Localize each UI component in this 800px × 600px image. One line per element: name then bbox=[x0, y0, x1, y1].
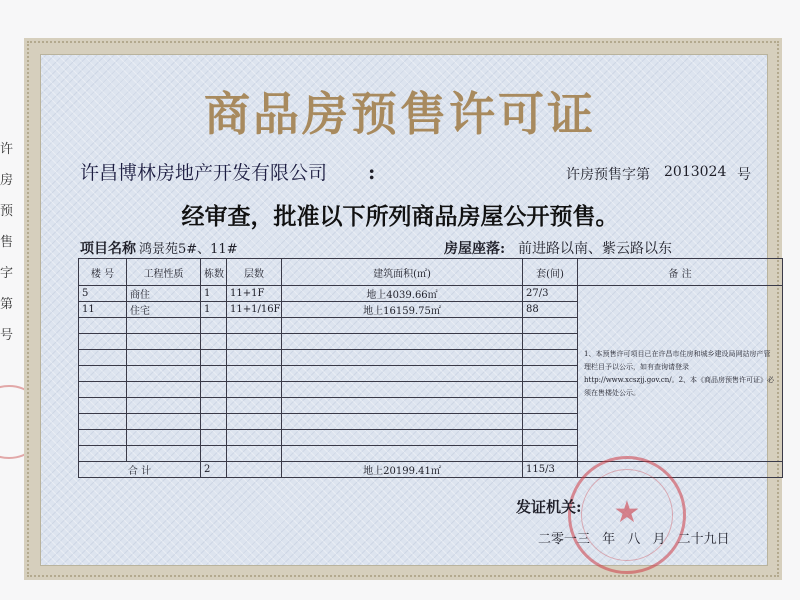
project-label: 项目名称 bbox=[80, 241, 136, 257]
empty-cell bbox=[282, 334, 523, 350]
cell-nature: 商住 bbox=[127, 286, 201, 302]
empty-cell bbox=[523, 430, 578, 446]
empty-cell bbox=[227, 382, 282, 398]
date-day: 二十九日 bbox=[677, 532, 730, 547]
header-area: 建筑面积(㎡) bbox=[282, 259, 523, 286]
empty-cell bbox=[523, 334, 578, 350]
empty-cell bbox=[127, 430, 201, 446]
empty-cell bbox=[523, 398, 578, 414]
empty-cell bbox=[127, 334, 201, 350]
header-remarks: 备 注 bbox=[578, 259, 783, 286]
certificate-number: 2013024 bbox=[664, 164, 727, 180]
header-floors: 层数 bbox=[227, 259, 282, 286]
empty-cell bbox=[523, 318, 578, 334]
left-char: 号 bbox=[0, 328, 14, 343]
empty-cell bbox=[201, 366, 227, 382]
empty-cell bbox=[282, 350, 523, 366]
empty-cell bbox=[201, 398, 227, 414]
empty-cell bbox=[201, 334, 227, 350]
total-area: 地上20199.41㎡ bbox=[282, 462, 523, 478]
empty-cell bbox=[282, 382, 523, 398]
header-building: 楼 号 bbox=[79, 259, 127, 286]
cell-units: 88 bbox=[523, 302, 578, 318]
left-char: 售 bbox=[0, 235, 14, 250]
empty-cell bbox=[79, 382, 127, 398]
cell-building: 11 bbox=[79, 302, 127, 318]
empty-cell bbox=[79, 398, 127, 414]
total-label: 合 计 bbox=[79, 462, 201, 478]
location-label: 房屋座落: bbox=[444, 241, 506, 257]
empty-cell bbox=[79, 430, 127, 446]
header-nature: 工程性质 bbox=[127, 259, 201, 286]
empty-cell bbox=[523, 414, 578, 430]
cell-area: 地上16159.75㎡ bbox=[282, 302, 523, 318]
empty-cell bbox=[282, 398, 523, 414]
date-month-unit: 月 bbox=[652, 532, 666, 547]
left-char: 房 bbox=[0, 173, 14, 188]
empty-cell bbox=[227, 350, 282, 366]
empty-cell bbox=[282, 430, 523, 446]
empty-cell bbox=[227, 318, 282, 334]
certificate-number-suffix: 号 bbox=[737, 167, 751, 183]
certificate-number-label: 许房预售字第 bbox=[566, 167, 650, 183]
cell-units: 27/3 bbox=[523, 286, 578, 302]
empty-cell bbox=[227, 366, 282, 382]
empty-cell bbox=[79, 414, 127, 430]
official-seal bbox=[568, 456, 686, 574]
empty-cell bbox=[523, 382, 578, 398]
empty-cell bbox=[127, 414, 201, 430]
empty-cell bbox=[127, 350, 201, 366]
left-char: 第 bbox=[0, 297, 14, 312]
header-count: 栋数 bbox=[201, 259, 227, 286]
empty-cell bbox=[282, 446, 523, 462]
certificate-title: 商品房预售许可证 bbox=[204, 87, 596, 141]
cell-area: 地上4039.66㎡ bbox=[282, 286, 523, 302]
header-units: 套(间) bbox=[523, 259, 578, 286]
developer-colon: : bbox=[368, 160, 376, 184]
left-char: 预 bbox=[0, 204, 14, 219]
empty-cell bbox=[523, 446, 578, 462]
empty-cell bbox=[79, 446, 127, 462]
total-units: 115/3 bbox=[523, 462, 578, 478]
empty-cell bbox=[523, 350, 578, 366]
empty-cell bbox=[282, 318, 523, 334]
empty-cell bbox=[79, 334, 127, 350]
approval-statement: 经审查，批准以下所列商品房屋公开预售。 bbox=[181, 203, 619, 230]
empty-cell bbox=[201, 430, 227, 446]
issuer-label: 发证机关: bbox=[516, 498, 582, 516]
empty-cell bbox=[282, 414, 523, 430]
empty-cell bbox=[227, 414, 282, 430]
empty-cell bbox=[282, 366, 523, 382]
date-year: 二零一三 bbox=[538, 532, 591, 547]
cell-nature: 住宅 bbox=[127, 302, 201, 318]
cell-building: 5 bbox=[79, 286, 127, 302]
cell-count: 1 bbox=[201, 302, 227, 318]
empty-cell bbox=[201, 382, 227, 398]
empty-cell bbox=[79, 318, 127, 334]
remarks-text: 1、本预售许可项目已在许昌市住房和城乡建设局网站房产管理栏目予以公示，如有查询请登录http://www.xcszjj.gov.cn/。2、本《商品房预售许可证》必须在售楼处公示。 bbox=[578, 286, 783, 462]
table-row bbox=[79, 286, 783, 302]
left-char: 许 bbox=[0, 142, 14, 157]
table-total-row bbox=[79, 462, 783, 478]
project-name: 鸿景苑5#、11# bbox=[139, 242, 238, 257]
empty-cell bbox=[523, 366, 578, 382]
empty-cell bbox=[127, 318, 201, 334]
empty-cell bbox=[127, 382, 201, 398]
empty-cell bbox=[227, 398, 282, 414]
total-floors-empty bbox=[227, 462, 282, 478]
total-count: 2 bbox=[201, 462, 227, 478]
seal-star-icon: ★ bbox=[613, 495, 641, 530]
table-header-row bbox=[79, 259, 783, 286]
date-month: 八 bbox=[627, 532, 641, 547]
cell-floors: 11+1/16F bbox=[227, 302, 282, 318]
issue-date bbox=[538, 528, 738, 547]
empty-cell bbox=[201, 350, 227, 366]
empty-cell bbox=[227, 446, 282, 462]
developer-name: 许昌博林房地产开发有限公司 bbox=[80, 162, 328, 184]
left-char: 字 bbox=[0, 266, 14, 281]
cell-count: 1 bbox=[201, 286, 227, 302]
empty-cell bbox=[227, 430, 282, 446]
location-value: 前进路以南、紫云路以东 bbox=[518, 241, 672, 257]
empty-cell bbox=[79, 366, 127, 382]
empty-cell bbox=[127, 366, 201, 382]
empty-cell bbox=[201, 318, 227, 334]
presale-table bbox=[78, 258, 783, 478]
empty-cell bbox=[127, 446, 201, 462]
date-year-unit: 年 bbox=[602, 532, 616, 547]
empty-cell bbox=[201, 414, 227, 430]
cell-floors: 11+1F bbox=[227, 286, 282, 302]
empty-cell bbox=[201, 446, 227, 462]
empty-cell bbox=[227, 334, 282, 350]
empty-cell bbox=[127, 398, 201, 414]
empty-cell bbox=[79, 350, 127, 366]
